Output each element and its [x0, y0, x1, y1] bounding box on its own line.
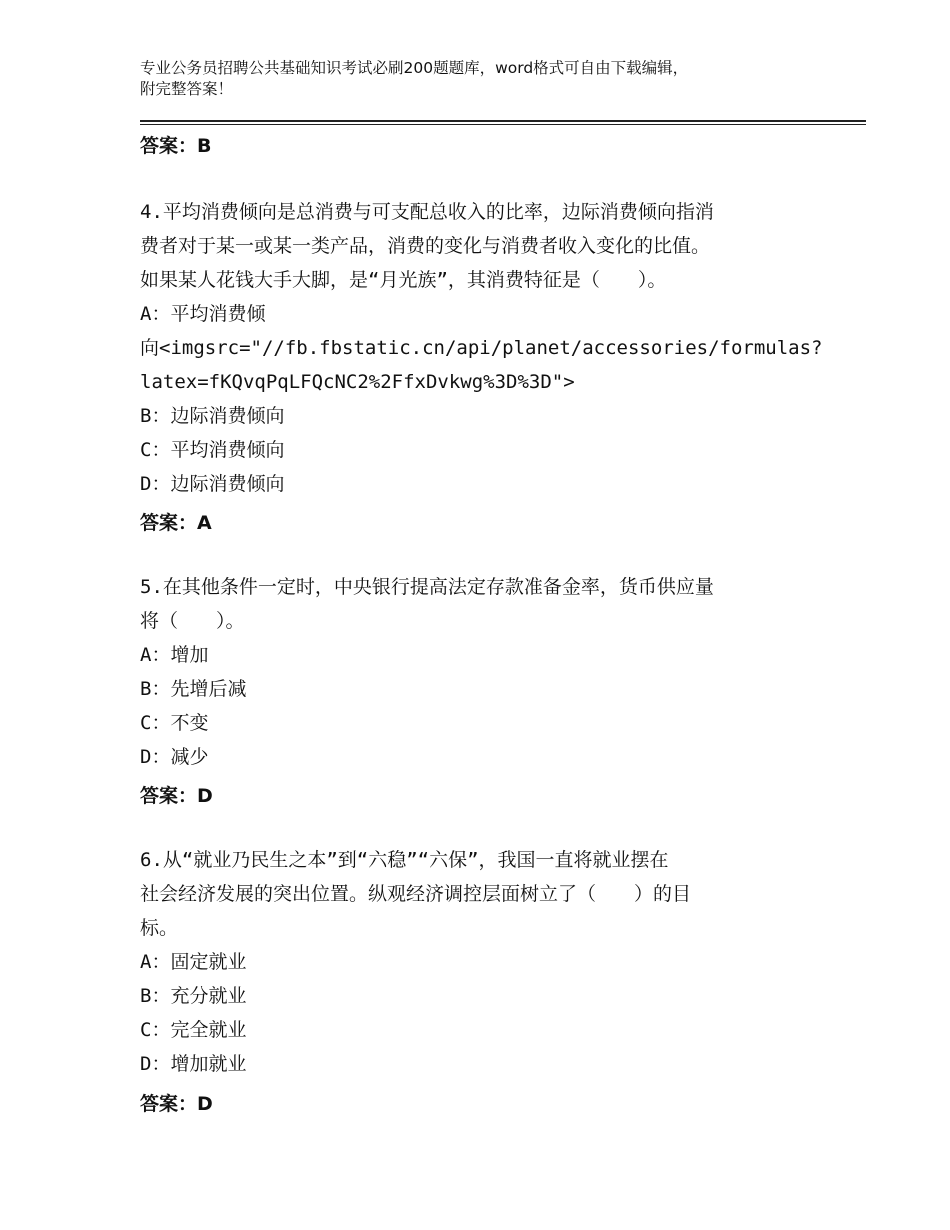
q6-option-b: B：充分就业 — [140, 985, 247, 1007]
q6-option-a: A：固定就业 — [140, 951, 247, 973]
q5-stem-line-1: 5.在其他条件一定时，中央银行提高法定存款准备金率，货币供应量 — [140, 576, 714, 598]
header-line-1: 专业公务员招聘公共基础知识考试必刷200题题库，word格式可自由下载编辑， — [140, 59, 689, 77]
question-5 — [140, 570, 820, 774]
question-4 — [140, 195, 823, 501]
q5-stem-line-2: 将（ ）。 — [140, 610, 245, 632]
q5-option-b: B：先增后减 — [140, 678, 247, 700]
q6-stem-line-3: 标。 — [140, 917, 179, 939]
q4-stem-line-3: 如果某人花钱大手大脚，是“月光族”，其消费特征是（ ）。 — [140, 269, 667, 291]
answer-prev: 答案：B — [140, 135, 212, 157]
q6-option-c: C：完全就业 — [140, 1019, 247, 1041]
q4-stem-line-2: 费者对于某一或某一类产品，消费的变化与消费者收入变化的比值。 — [140, 235, 711, 257]
page-header — [140, 58, 830, 100]
q4-option-a-line-3: latex=fKQvqPqLFQcNC2%2FfxDvkwg%3D%3D"> — [140, 371, 575, 393]
header-divider-thick — [140, 120, 866, 122]
q6-answer: 答案：D — [140, 1093, 213, 1115]
q5-option-d: D：减少 — [140, 746, 209, 768]
q4-option-c: C：平均消费倾向 — [140, 439, 285, 461]
q5-option-a: A：增加 — [140, 644, 209, 666]
q5-answer: 答案：D — [140, 785, 213, 807]
header-divider-thin — [140, 124, 866, 125]
q4-option-a-line-2: 向<imgsrc="//fb.fbstatic.cn/api/planet/accessories/formulas? — [140, 337, 823, 359]
q4-stem-line-1: 4.平均消费倾向是总消费与可支配总收入的比率，边际消费倾向指消 — [140, 201, 714, 223]
q4-option-d: D：边际消费倾向 — [140, 473, 285, 495]
q6-stem-line-2: 社会经济发展的突出位置。纵观经济调控层面树立了（ ）的目 — [140, 883, 692, 905]
q4-option-b: B：边际消费倾向 — [140, 405, 285, 427]
q6-stem-line-1: 6.从“就业乃民生之本”到“六稳”“六保”，我国一直将就业摆在 — [140, 849, 669, 871]
q6-option-d: D：增加就业 — [140, 1053, 247, 1075]
header-line-2: 附完整答案！ — [140, 80, 234, 98]
question-6 — [140, 843, 820, 1081]
q4-option-a-line-1: A：平均消费倾 — [140, 303, 266, 325]
q4-answer: 答案：A — [140, 512, 212, 534]
q5-option-c: C：不变 — [140, 712, 209, 734]
